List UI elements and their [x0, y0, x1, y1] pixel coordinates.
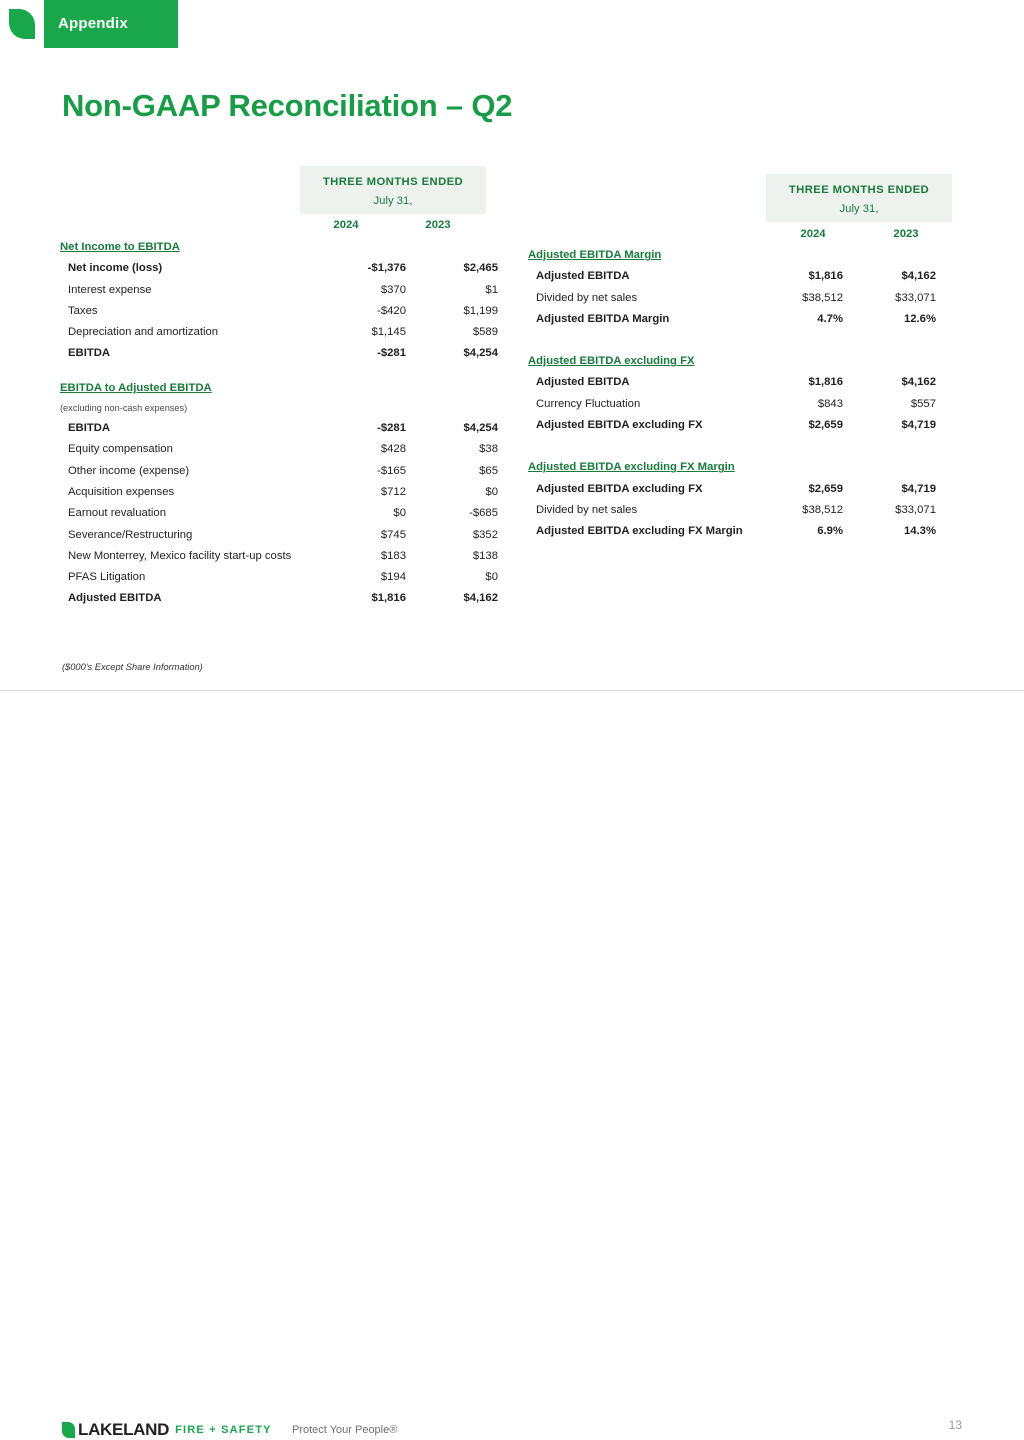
row-value-2023: $4,162: [463, 592, 498, 605]
row-value-2023: $4,254: [463, 422, 498, 435]
row-value-2024: $1,816: [371, 592, 406, 605]
section-heading: EBITDA to Adjusted EBITDA: [60, 381, 212, 394]
row-value-2023: $65: [479, 464, 498, 477]
row-value-2024: $745: [380, 528, 406, 541]
row-label: Adjusted EBITDA: [536, 270, 630, 283]
row-label: Adjusted EBITDA excluding FX: [536, 419, 703, 432]
row-value-2023: $38: [479, 443, 498, 456]
row-value-2024: $712: [380, 485, 406, 498]
row-value-2024: $183: [380, 549, 406, 562]
table-row: [60, 571, 498, 592]
row-label: Earnout revaluation: [68, 507, 166, 520]
spacer: [528, 440, 948, 461]
row-label: EBITDA: [68, 422, 111, 435]
row-value-2023: $4,254: [463, 347, 498, 360]
row-label: Severance/Restructuring: [68, 528, 193, 541]
row-value-2023: $138: [472, 549, 498, 562]
row-value-2024: $843: [817, 397, 843, 410]
table-row: [60, 326, 498, 347]
table-row: [528, 313, 948, 334]
spacer: [528, 334, 948, 355]
row-label: Depreciation and amortization: [68, 326, 219, 339]
right-header-line1: THREE MONTHS ENDED: [788, 184, 930, 196]
table-row: [60, 549, 498, 571]
table-row: [60, 304, 498, 326]
spacer: [60, 369, 480, 382]
section-heading: Adjusted EBITDA Margin: [528, 249, 662, 261]
row-value-2023: $352: [472, 528, 498, 541]
table-section-heading-row: [528, 355, 948, 376]
row-value-2023: $4,162: [901, 376, 936, 389]
row-value-2024: $1,816: [808, 376, 843, 389]
row-value-2023: $4,719: [901, 419, 936, 432]
footer-tagline: Protect Your People®: [292, 1424, 398, 1436]
row-value-2024: -$1,376: [367, 262, 406, 275]
leaf-icon: [9, 9, 35, 39]
footer: [0, 691, 1024, 1439]
row-label: Divided by net sales: [536, 503, 638, 516]
row-label: Adjusted EBITDA: [68, 592, 162, 605]
section-heading: Adjusted EBITDA excluding FX: [528, 355, 695, 368]
row-value-2024: $2,659: [808, 482, 843, 495]
row-label: Interest expense: [68, 283, 152, 296]
row-value-2023: $33,071: [895, 291, 936, 304]
row-label: Other income (expense): [68, 464, 190, 477]
table-row: [528, 398, 948, 419]
table-row: [528, 419, 948, 440]
row-value-2023: $589: [472, 326, 498, 339]
table-row: [528, 504, 948, 525]
row-value-2023: $1,199: [463, 304, 498, 317]
table-row: [60, 507, 498, 528]
row-label: PFAS Litigation: [68, 571, 146, 584]
table-row: [528, 483, 948, 504]
row-label: Adjusted EBITDA: [536, 376, 630, 389]
left-year-2024: 2024: [333, 219, 359, 231]
page-title: Non-GAAP Reconciliation – Q2: [62, 88, 513, 123]
left-header-line2: July 31,: [373, 195, 413, 207]
footnote: ($000's Except Share Information): [62, 662, 203, 672]
row-value-2023: $4,162: [901, 270, 936, 283]
leaf-logo-icon: [62, 1422, 75, 1438]
row-value-2023: 12.6%: [903, 312, 936, 325]
row-value-2024: -$420: [377, 304, 406, 317]
section-heading: Net Income to EBITDA: [60, 241, 180, 253]
row-value-2024: $0: [393, 507, 406, 520]
table-section-heading-row: [528, 461, 948, 482]
right-year-2024: 2024: [800, 228, 826, 240]
logo-wordmark: LAKELAND: [78, 1420, 170, 1439]
row-value-2023: $0: [485, 571, 498, 584]
row-value-2024: $1,816: [808, 270, 843, 283]
left-header-line1: THREE MONTHS ENDED: [322, 176, 464, 188]
table-row: [528, 376, 948, 397]
row-value-2024: $370: [380, 283, 406, 296]
row-label: Adjusted EBITDA excluding FX: [536, 482, 703, 495]
row-value-2023: $33,071: [895, 503, 936, 516]
row-value-2024: -$165: [377, 464, 406, 477]
row-label: Currency Fluctuation: [536, 397, 641, 410]
row-value-2023: -$685: [469, 507, 498, 520]
row-label: Net income (loss): [68, 262, 163, 275]
table-row: [528, 292, 948, 313]
table-row: [60, 464, 498, 486]
left-table: [60, 241, 498, 614]
appendix-tab: [0, 0, 178, 48]
row-label: Divided by net sales: [536, 291, 638, 304]
section-subheading: (excluding non-cash expenses): [60, 403, 188, 414]
row-label: EBITDA: [68, 347, 111, 360]
right-table-header-box: [766, 174, 952, 222]
row-value-2023: 14.3%: [903, 525, 936, 538]
section-heading: Adjusted EBITDA excluding FX Margin: [528, 461, 735, 474]
table-section-heading-row: [60, 241, 480, 262]
row-value-2024: $428: [380, 443, 406, 456]
row-value-2023: $557: [910, 397, 936, 410]
table-row: [60, 283, 498, 305]
appendix-tab-label: Appendix: [58, 15, 128, 32]
row-value-2023: $4,719: [901, 482, 936, 495]
row-value-2023: $0: [485, 485, 498, 498]
logo-subtitle: FIRE + SAFETY: [175, 1424, 272, 1436]
row-value-2024: 4.7%: [817, 312, 843, 325]
row-value-2024: -$281: [377, 347, 406, 360]
table-section-heading-row: [528, 249, 948, 270]
row-label: Taxes: [68, 304, 98, 317]
row-label: Acquisition expenses: [68, 485, 175, 498]
left-year-2023: 2023: [425, 219, 451, 231]
table-row: [60, 592, 498, 613]
table-row: [60, 347, 498, 368]
row-value-2024: $38,512: [802, 503, 843, 516]
row-value-2024: $1,145: [371, 326, 406, 339]
table-row: [60, 262, 498, 283]
table-row: [60, 485, 498, 507]
row-value-2024: 6.9%: [817, 525, 843, 538]
row-value-2024: -$281: [377, 422, 406, 435]
table-row: [60, 528, 498, 550]
row-label: Adjusted EBITDA excluding FX Margin: [536, 525, 743, 538]
lakeland-logo: [62, 1420, 272, 1440]
row-label: Equity compensation: [68, 443, 173, 456]
row-value-2024: $2,659: [808, 419, 843, 432]
table-row: [528, 270, 948, 291]
right-table: [528, 249, 948, 547]
table-section-subheading-row: [60, 403, 480, 422]
table-section-heading-row: [60, 382, 480, 403]
table-row: [528, 525, 948, 546]
row-value-2024: $38,512: [802, 291, 843, 304]
row-value-2023: $1: [485, 283, 498, 296]
right-header-line2: July 31,: [839, 203, 879, 215]
page-number: 13: [948, 1418, 962, 1432]
right-year-2023: 2023: [893, 228, 919, 240]
leaf-icon-container: [0, 0, 44, 48]
row-value-2024: $194: [380, 571, 406, 584]
row-label: New Monterrey, Mexico facility start-up costs: [68, 549, 292, 562]
row-label: Adjusted EBITDA Margin: [536, 312, 670, 325]
left-table-header-box: [300, 166, 486, 214]
table-row: [60, 422, 498, 443]
table-row: [60, 443, 498, 464]
row-value-2023: $2,465: [463, 262, 498, 275]
